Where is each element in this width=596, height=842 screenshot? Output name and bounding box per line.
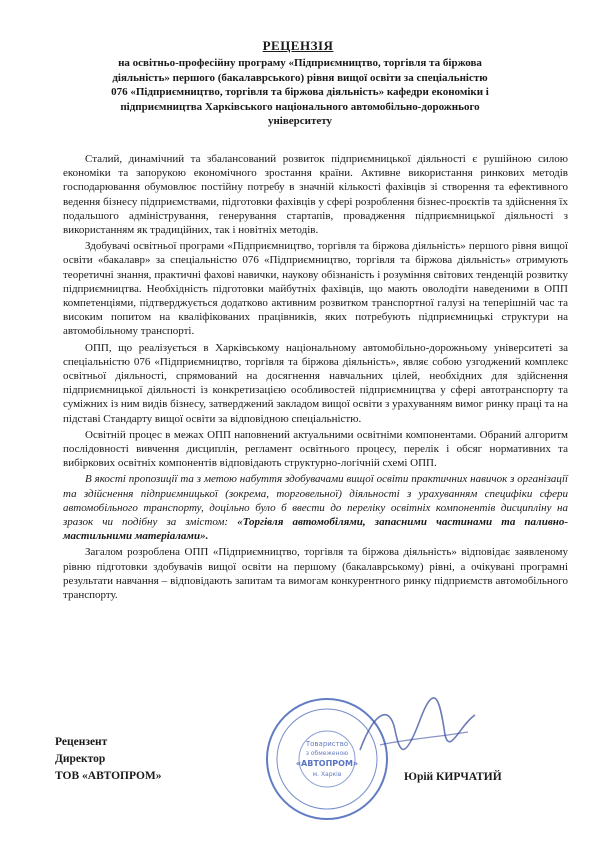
reviewer-label: Рецензент [55,736,108,748]
document-body [63,152,568,604]
reviewer-company: ТОВ «АВТОПРОМ» [55,770,162,782]
proposal-paragraph [63,472,568,543]
handwritten-signature [350,690,480,770]
svg-text:м. Харків: м. Харків [312,771,342,778]
proposal-course-name: «Торгівля автомобілями, запасними частинами та паливно-мастильними матеріалами». [63,516,568,543]
document-heading [60,56,540,129]
svg-text:з обмеженою: з обмеженою [305,750,349,757]
svg-text:Товариство: Товариство [305,740,349,748]
document-title: РЕЦЕНЗІЯ [262,38,334,53]
body-paragraph: Сталий, динамічний та збалансований розвиток підприємницької діяльності є рушійною силою економіки та запорукою економічного зростання країни. Активне використання ринкових методів господарювання обумовлює постійну потребу в значній кількості фахівців зі створення та ефективного ведення бізнесу підприємствами, підготовки фахівців у сфері розроблення бізнес-проєктів та здійснення їх подальшого адміністрування, генерування стартапів, провадження підприємницької діяльності з використанням як традиційних, так і новітніх методів. [63,153,568,237]
heading-line: підприємництва Харківського національного автомобільно-дорожнього [120,100,480,113]
conclusion-paragraph: Загалом розроблена ОПП «Підприємництво, торгівля та біржова діяльність» відповідає заявленому рівню підготовки здобувачів вищої освіти на першому (бакалаврському) рівні, а очікувані програмні результати навчання – відповідають запитам та вимогам конкурентного ринку підприємств автомобільного транспорту. [63,546,568,602]
svg-text:«АВТОПРОМ»: «АВТОПРОМ» [295,759,359,768]
heading-line: 076 «Підприємництво, торгівля та біржова діяльність» кафедри економіки і [111,86,489,99]
heading-line: на освітньо-професійну програму «Підприємництво, торгівля та біржова [118,57,482,69]
body-paragraph: Освітній процес в межах ОПП наповнений актуальними освітніми компонентами. Обраний алгоритм послідовності вивчення дисциплін, регламент освітнього процесу, перелік і обсяг нормативних та вибіркових освітніх компонентів відповідають структурно-логічній схемі ОПП. [63,428,568,470]
heading-line: університету [267,115,333,128]
reviewer-position: Директор [55,753,106,765]
proposal-text: В якості пропозиції та з метою набуття здобувачами вищої освіти практичних навичок з організації та здійснення підприємницької (зокрема, торговельної) діяльності з урахуванням специфіки сфери автомобільного транспорту, доцільно було б ввести до переліку освітніх компонентів дисципліну на зразок чи подібну за змістом: [63,473,568,529]
body-paragraph: Здобувачі освітньої програми «Підприємництво, торгівля та біржова діяльність» першого рівня вищої освіти «бакалавр» за спеціальністю 076 «Підприємництво, торгівля та біржова діяльність» отримують теоретичні знання, практичні фахові навички, наукову обізнаність і розуміння світових тенденцій розвитку підприємництва. Необхідність підготовки майбутніх фахівців, що мають оволодіти наведеними в ОПП компетенціями, підтверджується додатково активним розвитком транспортної галузі на теперішній час та високим попитом на кваліфікованих працівників, яких потребують підприємницькі структури на автомобільному транспорті. [63,240,568,338]
heading-line: діяльність» першого (бакалаврського) рівня вищої освіти за спеціальністю [112,71,488,84]
reviewer-block [55,734,162,785]
body-paragraph: ОПП, що реалізується в Харківському національному автомобільно-дорожньому університеті за спеціальністю 076 «Підприємництво, торгівля та біржова діяльність», являє собою узгоджений комплекс освітньої діяльності, спрямований на досягнення навчальних цілей, необхідних для здійснення підприємницької діяльності із конкретизацією особливостей підприємництва у сфері автотранспорту та суміжних із ним видів бізнесу, затверджений закладом вищої освіти з урахуванням вимог ринку праці та на підставі Стандарту вищої освіти за відповідною спеціальністю. [63,341,568,425]
reviewer-name: Юрій КИРЧАТИЙ [404,771,502,783]
